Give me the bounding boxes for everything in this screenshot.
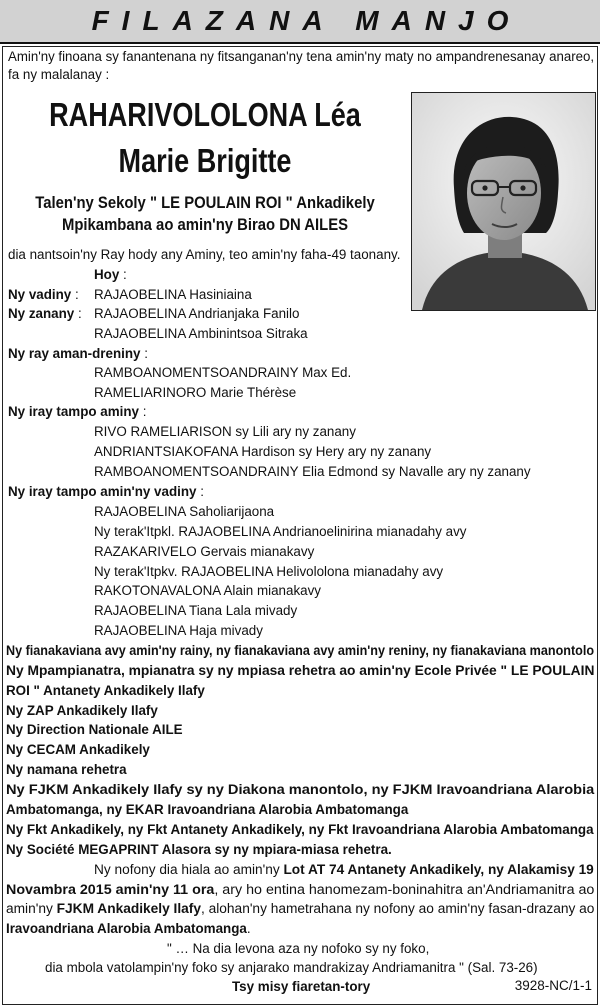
group-line-9: Ambatomanga, ny EKAR Iravoandriana Alarobia Ambatomanga (6, 802, 409, 817)
burial-tomb-place: Iravoandriana Alarobia Ambatomanga (6, 921, 247, 936)
iray-tampo-aminy-name-2: ANDRIANTSIAKOFANA Hardison sy Hery ary ny zanany (94, 444, 432, 459)
group-line-1: Ny fianakaviana avy amin'ny rainy, ny fianakaviana avy amin'ny reniny, ny fianakaviana manontolo (6, 643, 595, 658)
role-line-1: Talen'ny Sekoly " LE POULAIN ROI " Ankadikely (35, 194, 375, 212)
iray-tampo-aminy-label: Ny iray tampo aminy (8, 404, 139, 419)
burial-line-1 (94, 861, 594, 879)
intro-line-2: fa ny malalanay : (8, 67, 110, 82)
zanany-sep: : (74, 306, 82, 321)
verse-line-1: " … Na dia levona aza ny nofoko sy ny foko, (167, 941, 430, 956)
zanany-label: Ny zanany (8, 306, 75, 321)
burial-line-2 (6, 881, 594, 899)
iray-tampo-aminy-label-line (8, 403, 146, 421)
vadiny-label-line (8, 286, 79, 304)
hoy-label: Hoy (94, 267, 120, 282)
death-announcement: dia nantsoin'ny Ray hody any Aminy, teo amin'ny faha-49 taonany. (8, 247, 401, 262)
group-line-10: Ny Fkt Ankadikely, ny Fkt Antanety Ankadikely, ny Fkt Iravoandriana Alarobia Ambatomanga (6, 822, 594, 837)
iray-tampo-aminy-name-3: RAMBOANOMENTSOANDRAINY Elia Edmond sy Navalle ary ny zanany (94, 464, 531, 479)
group-line-6: Ny CECAM Ankadikely (6, 742, 150, 757)
closing-line: Tsy misy fiaretan-tory (232, 979, 371, 994)
portrait-icon (412, 93, 595, 310)
burial-line-4 (6, 920, 251, 938)
burial-datetime: Novambra 2015 amin'ny 11 ora (6, 882, 215, 897)
group-line-5: Ny Direction Nationale AILE (6, 722, 183, 737)
iray-tampo-vadiny-name-7: RAJAOBELINA Haja mivady (94, 623, 263, 638)
burial-church: FJKM Ankadikely Ilafy (56, 901, 202, 916)
reference-number: 3928-NC/1-1 (514, 978, 592, 993)
vadiny-label: Ny vadiny (8, 287, 72, 302)
burial-text-1a: Ny nofony dia hiala ao amin'ny (94, 862, 284, 877)
ray-aman-dreniny-name-1: RAMBOANOMENTSOANDRAINY Max Ed. (94, 365, 352, 380)
ray-aman-dreniny-sep: : (140, 346, 148, 361)
iray-tampo-vadiny-name-3: RAZAKARIVELO Gervais mianakavy (94, 544, 315, 559)
header-banner (0, 0, 600, 44)
iray-tampo-aminy-sep: : (138, 404, 147, 419)
burial-text-2b: , ary ho entina hanomezam-boninahitra an'Andriamanitra ao (214, 882, 595, 897)
hoy-colon: : (119, 267, 127, 282)
header-title: FILAZANA MANJO (91, 5, 522, 36)
iray-tampo-vadiny-name-5: RAKOTONAVALONA Alain mianakavy (94, 583, 321, 598)
burial-text-4b: . (246, 921, 251, 936)
burial-text-3a: amin'ny (6, 901, 57, 916)
iray-tampo-vadiny-name-4: Ny terak'Itpkv. RAJAOBELINA Helivololona mianadahy avy (94, 564, 444, 579)
group-line-7: Ny namana rehetra (6, 762, 127, 777)
vadiny-sep: : (71, 287, 79, 302)
zanany-name-1: RAJAOBELINA Andrianjaka Fanilo (94, 306, 300, 321)
deceased-name-line-1: RAHARIVOLOLONA Léa (49, 96, 361, 133)
role-line-2: Mpikambana ao amin'ny Birao DN AILES (61, 216, 349, 234)
burial-line-3 (6, 900, 594, 918)
group-line-11: Ny Société MEGAPRINT Alasora sy ny mpiara-miasa rehetra. (6, 842, 392, 857)
group-line-3: ROI " Antanety Ankadikely Ilafy (6, 683, 205, 698)
iray-tampo-vadiny-label: Ny iray tampo amin'ny vadiny (8, 484, 197, 499)
iray-tampo-vadiny-name-6: RAJAOBELINA Tiana Lala mivady (94, 603, 298, 618)
vadiny-name: RAJAOBELINA Hasiniaina (94, 287, 252, 302)
burial-location: Lot AT 74 Antanety Ankadikely, ny Alakamisy 19 (283, 862, 594, 877)
verse-line-2: dia mbola vatolampin'ny foko sy anjarako mandrakizay Andriamanitra " (Sal. 73-26) (45, 960, 538, 975)
portrait-photo (411, 92, 596, 311)
zanany-name-2: RAJAOBELINA Ambinintsoa Sitraka (94, 326, 308, 341)
deceased-name-line-2: Marie Brigitte (118, 142, 292, 179)
iray-tampo-vadiny-label-line (8, 483, 204, 501)
hoy-line (94, 266, 127, 284)
group-line-2: Ny Mpampianatra, mpianatra sy ny mpiasa rehetra ao amin'ny Ecole Privée " LE POULAIN (6, 663, 595, 678)
iray-tampo-vadiny-name-2: Ny terak'Itpkl. RAJAOBELINA Andrianoelinirina mianadahy avy (94, 524, 467, 539)
ray-aman-dreniny-name-2: RAMELIARINORO Marie Thérèse (94, 385, 297, 400)
iray-tampo-aminy-name-1: RIVO RAMELIARISON sy Lili ary ny zanany (94, 424, 356, 439)
burial-text-3c: , alohan'ny hametrahana ny nofony ao amin'ny fasan-drazany ao (201, 901, 595, 916)
iray-tampo-vadiny-sep: : (196, 484, 204, 499)
iray-tampo-vadiny-name-1: RAJAOBELINA Saholiarijaona (94, 504, 275, 519)
intro-line-1: Amin'ny finoana sy fanantenana ny fitsanganan'ny tena amin'ny maty no ampandrenesanay anareo, (8, 49, 595, 64)
group-line-4: Ny ZAP Ankadikely Ilafy (6, 703, 158, 718)
group-line-8: Ny FJKM Ankadikely Ilafy sy ny Diakona manontolo, ny FJKM Iravoandriana Alarobia (6, 782, 595, 797)
ray-aman-dreniny-label: Ny ray aman-dreniny (8, 346, 141, 361)
zanany-label-line (8, 305, 82, 323)
ray-aman-dreniny-label-line (8, 345, 148, 363)
